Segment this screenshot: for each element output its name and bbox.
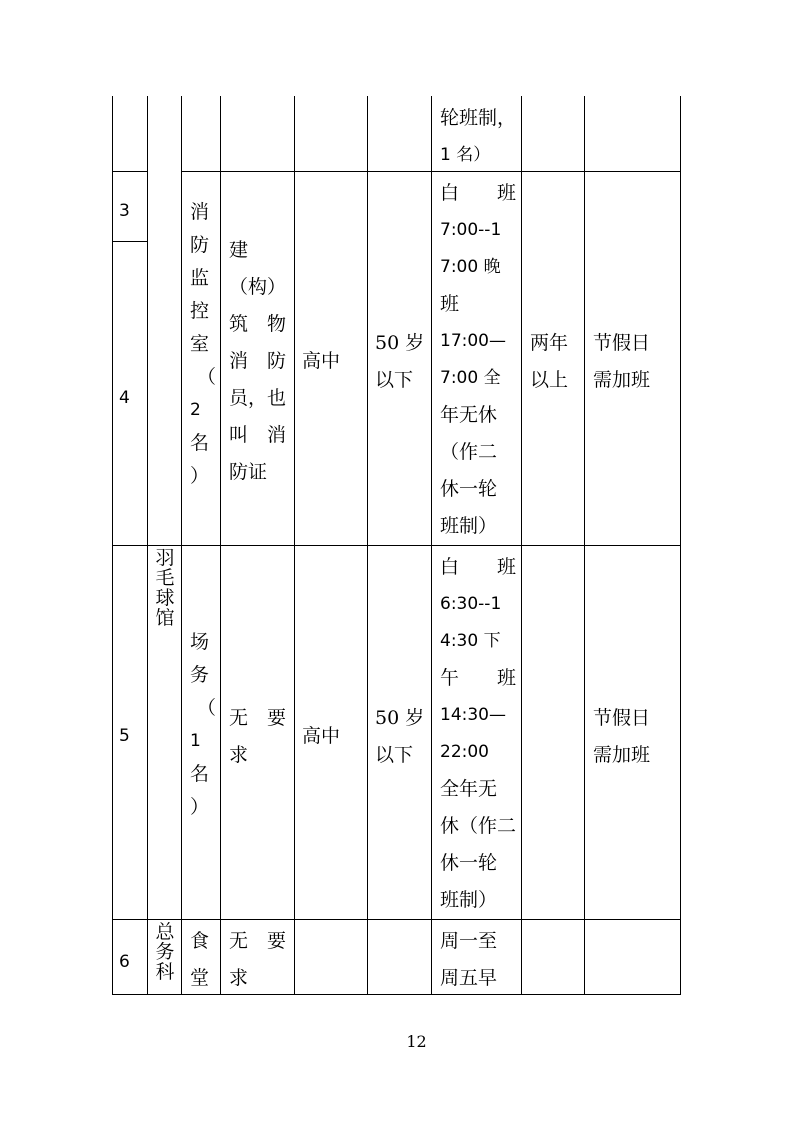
- requirement-line: 叫 消: [229, 424, 287, 446]
- row5-requirement: [229, 700, 293, 774]
- row5-department: [155, 548, 175, 628]
- row5-position: [190, 626, 218, 824]
- position-char: 场: [190, 631, 210, 653]
- row6-department: [155, 922, 175, 982]
- department-char: 毛: [155, 567, 175, 589]
- position-char: 名: [190, 432, 210, 454]
- schedule-line: 午 班: [440, 667, 517, 689]
- row4-position: [190, 196, 218, 493]
- department-char: 科: [155, 961, 175, 983]
- schedule-line: 白 班: [440, 182, 517, 204]
- position-char: ）: [190, 465, 210, 487]
- position-char: 1: [190, 731, 201, 751]
- row6-requirement: [229, 923, 293, 997]
- row5-age: [375, 700, 424, 774]
- schedule-line: 休一轮: [440, 478, 498, 500]
- requirement-line: 员，也: [229, 387, 287, 409]
- position-char: 消: [190, 201, 210, 223]
- position-char: 室: [190, 333, 210, 355]
- requirement-line: 求: [229, 744, 249, 766]
- age-line: 50 岁: [375, 332, 425, 354]
- schedule-line: 班制）: [440, 889, 498, 911]
- schedule-line: 7:00 晚: [440, 257, 501, 277]
- schedule-line: 班制）: [440, 515, 498, 537]
- requirement-line: 求: [229, 967, 249, 989]
- position-char: 堂: [190, 967, 210, 989]
- schedule-line: 14:30—: [440, 705, 506, 725]
- row5-schedule: [440, 549, 520, 919]
- schedule-line: 年无休: [440, 404, 498, 426]
- row0-schedule: [440, 100, 520, 174]
- schedule-line: 4:30 下: [440, 631, 501, 651]
- schedule-line: 7:00--1: [440, 220, 502, 240]
- row6-position: [190, 923, 218, 997]
- position-char: （: [196, 697, 216, 719]
- schedule-line: 22:00: [440, 742, 489, 762]
- row4-remark: [593, 325, 650, 399]
- schedule-line: （作二: [440, 441, 498, 463]
- schedule-line: 6:30--1: [440, 594, 502, 614]
- department-char: 球: [155, 587, 175, 609]
- row5-education: 高中: [302, 725, 341, 747]
- position-char: 食: [190, 930, 210, 952]
- row4-education: 高中: [302, 350, 341, 372]
- schedule-line: 白 班: [440, 556, 517, 578]
- position-char: 名: [190, 763, 210, 785]
- requirement-line: （构）: [229, 276, 287, 298]
- position-char: ）: [190, 796, 210, 818]
- row6-schedule: [440, 923, 520, 997]
- schedule-line: 休一轮: [440, 852, 498, 874]
- department-char: 总: [155, 921, 175, 943]
- schedule-line: 班: [440, 293, 460, 315]
- requirement-line: 无 要: [229, 707, 287, 729]
- department-char: 羽: [155, 547, 175, 569]
- row-number-3: 3: [119, 201, 130, 221]
- department-char: 馆: [155, 607, 175, 629]
- row-number-6: 6: [119, 952, 130, 972]
- position-char: 防: [190, 234, 210, 256]
- row-number-5: 5: [119, 726, 130, 746]
- row-number-4: 4: [119, 388, 130, 408]
- position-char: 务: [190, 664, 210, 686]
- requirement-line: 筑 物: [229, 313, 287, 335]
- remark-line: 节假日: [593, 332, 651, 354]
- requirement-line: 消 防: [229, 350, 287, 372]
- age-line: 以下: [375, 369, 414, 391]
- row4-age: [375, 325, 424, 399]
- schedule-line: 轮班制，: [440, 107, 517, 129]
- position-char: 2: [190, 400, 201, 420]
- row4-experience: [530, 325, 568, 399]
- row4-schedule: [440, 175, 520, 545]
- department-char: 务: [155, 941, 175, 963]
- requirement-line: 无 要: [229, 930, 287, 952]
- page-number: 12: [406, 1032, 427, 1051]
- row4-requirement: [229, 232, 293, 491]
- schedule-line: 全年无: [440, 778, 498, 800]
- position-char: 监: [190, 267, 210, 289]
- position-char: （: [196, 366, 216, 388]
- remark-line: 需加班: [593, 369, 651, 391]
- schedule-line: 周五早: [440, 967, 498, 989]
- experience-line: 两年: [530, 332, 569, 354]
- position-char: 控: [190, 300, 210, 322]
- remark-line: 节假日: [593, 707, 651, 729]
- schedule-line: 周一至: [440, 930, 498, 952]
- requirement-line: 防证: [229, 461, 268, 483]
- schedule-line: 17:00—: [440, 331, 506, 351]
- requirement-line: 建: [229, 239, 249, 261]
- row5-remark: [593, 700, 650, 774]
- age-line: 50 岁: [375, 707, 425, 729]
- remark-line: 需加班: [593, 744, 651, 766]
- experience-line: 以上: [530, 369, 569, 391]
- schedule-line: 7:00 全: [440, 368, 501, 388]
- age-line: 以下: [375, 744, 414, 766]
- schedule-line: 休（作二: [440, 815, 517, 837]
- schedule-line: 1 名）: [440, 145, 491, 165]
